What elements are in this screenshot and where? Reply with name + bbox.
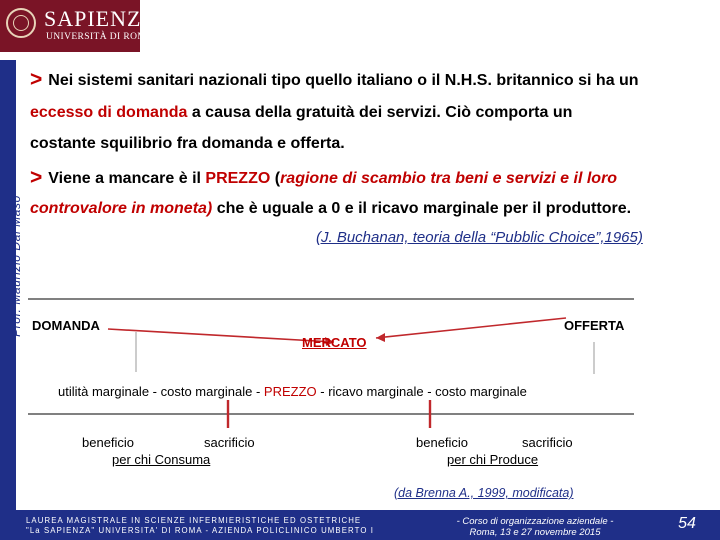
marginal-row-producer: - ricavo marginale - costo marginale [316,384,527,399]
page-number: 54 [678,515,696,532]
producer-sacrifice: sacrificio [522,435,573,450]
bullet-2-definition-2: controvalore in moneta) [30,200,213,217]
demand-arrow [108,329,334,342]
bullet-arrow-icon: > [30,166,43,189]
logo-name: SAPIENZA [44,6,159,31]
bullet-2-definition-1: ragione di scambio tra beni e servizi e il loro [280,170,618,187]
bullet-1-highlight: eccesso di domanda [30,104,188,121]
marginal-row [58,384,527,399]
consumer-sacrifice: sacrificio [204,435,255,450]
market-label: MERCATO [302,335,367,350]
footer-course-line-2: Roma, 13 e 27 novembre 2015 [469,527,601,538]
bullet-2-text-2: che è uguale a 0 e il ricavo marginale per il produttore. [212,200,632,217]
bullet-1-text-1: Nei sistemi sanitari nazionali tipo quello italiano o il N.H.S. britannico si ha un [48,72,639,89]
logo-subtitle: UNIVERSITÀ DI ROMA [46,32,154,42]
demand-label: DOMANDA [32,318,100,333]
buchanan-reference: (J. Buchanan, teoria della “Pubblic Choice”,1965) [316,229,643,246]
supply-arrow [376,318,566,338]
footer-institution [26,516,374,536]
bullet-arrow-icon: > [30,68,43,91]
consumer-benefit: beneficio [82,435,135,450]
bullet-2-price: PREZZO [205,170,271,187]
marginal-row-consumer: utilità marginale - costo marginale - [58,384,264,399]
supply-label: OFFERTA [564,318,625,333]
consumer-caption: per chi Consuma [112,452,211,467]
footer-institution-line-2: "La SAPIENZA" UNIVERSITA' DI ROMA - AZIENDA POLICLINICO UMBERTO I [26,526,375,535]
producer-benefit: beneficio [416,435,469,450]
footer-course [420,516,650,538]
footer-course-line-1: - Corso di organizzazione aziendale - [456,516,614,527]
producer-caption: per chi Produce [447,452,539,467]
diagram-source: (da Brenna A., 1999, modificata) [394,486,574,500]
bullet-1-line-3: costante squilibrio fra domanda e offerta. [30,135,345,152]
footer-institution-line-1: LAUREA MAGISTRALE IN SCIENZE INFERMIERISTICHE ED OSTETRICHE [26,516,362,525]
bullet-2-paren: ( [270,170,281,187]
bullet-1-text-2: a causa della gratuità dei servizi. Ciò comporta un [187,104,573,121]
marginal-row-price: PREZZO [263,384,317,399]
side-author: Prof. Maurizio Dal Maso [9,195,23,337]
bullet-2-text-1: Viene a mancare è il [48,170,206,187]
supply-arrowhead-icon [376,333,385,342]
